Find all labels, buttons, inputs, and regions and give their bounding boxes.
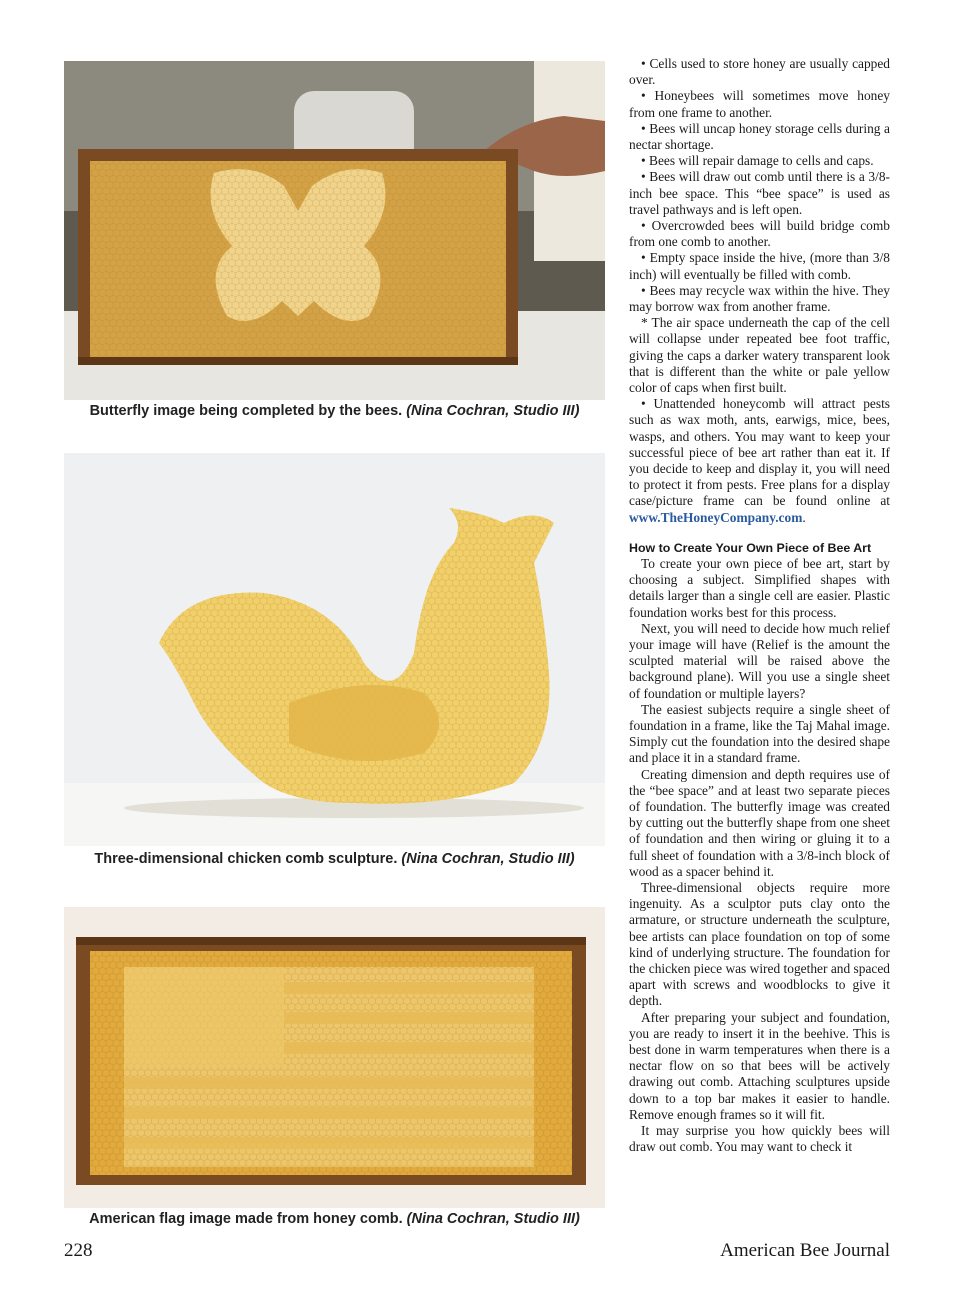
flag-caption xyxy=(64,1211,605,1227)
bullet-item: • Bees may recycle wax within the hive. They may borrow wax from another frame. xyxy=(629,282,890,315)
bullet-item: • Bees will draw out comb until there is a 3/8-inch bee space. This “bee space” is used as travel pathways and is left open. xyxy=(629,169,890,217)
flag-comb-photo xyxy=(64,907,605,1208)
butterfly-caption xyxy=(64,403,605,419)
body-paragraph: After preparing your subject and foundation, you are ready to insert it in the beehive. This is best done in warm temperatures when there is a nectar flow on so that bees will be actively drawing out comb. Attaching sculptures upside down to a top bar makes it easier to handle. Remove enough frames so it will fit. xyxy=(629,1009,890,1122)
bullet-item: • Overcrowded bees will build bridge comb from one comb to another. xyxy=(629,218,890,250)
bullet-item: * The air space underneath the cap of the cell will collapse under repeated bee foot traffic, giving the caps a darker watery transparent look that is different than the white or pale yellow color of caps when first built. xyxy=(629,315,890,396)
bullet-item: • Honeybees will sometimes move honey from one frame to another. xyxy=(629,88,890,120)
bullet-item: • Bees will uncap honey storage cells during a nectar shortage. xyxy=(629,120,890,153)
section-heading: How to Create Your Own Piece of Bee Art xyxy=(629,540,872,555)
honey-company-link[interactable]: www.TheHoneyCompany.com xyxy=(629,509,803,525)
photo-credit: (Nina Cochran, Studio III) xyxy=(401,851,575,867)
caption-text: Butterfly image being completed by the bees. xyxy=(89,403,403,419)
caption-text: Three-dimensional chicken comb sculpture. xyxy=(94,851,398,867)
chicken-comb-photo xyxy=(64,453,605,846)
pest-paragraph xyxy=(629,396,890,526)
body-paragraph: It may surprise you how quickly bees will draw out comb. You may want to check it xyxy=(629,1123,890,1155)
bullet-item: • Bees will repair damage to cells and caps. xyxy=(641,153,874,169)
bullet-item: • Empty space inside the hive, (more than 3/8 inch) will eventually be filled with comb. xyxy=(629,250,890,282)
photo-credit: (Nina Cochran, Studio III) xyxy=(406,1211,580,1227)
photo-credit: (Nina Cochran, Studio III) xyxy=(406,403,580,419)
body-paragraph: The easiest subjects require a single sheet of foundation in a frame, like the Taj Mahal image. Simply cut the foundation into the desired shape and place it in a standard frame. xyxy=(629,701,890,766)
journal-name: American Bee Journal xyxy=(720,1240,890,1261)
bullet-item: • Cells used to store honey are usually capped over. xyxy=(629,56,890,88)
caption-text: American flag image made from honey comb. xyxy=(89,1211,403,1227)
page-number: 228 xyxy=(64,1240,93,1261)
chicken-caption xyxy=(64,851,605,867)
pest-text: • Unattended honeycomb will attract pests such as wax moth, ants, earwigs, mice, bees, wasps, and others. You may want to keep your successful piece of bee art rather than eat it. If you decide to keep and display it, you will need to protect it from pests. Free plans for a display case/picture frame can be found online at xyxy=(629,396,890,509)
body-paragraph: Next, you will need to decide how much relief your image will have (Relief is the amount the sculpted material will be raised above the background plane). Will you use a single sheet of foundation or multiple layers? xyxy=(629,620,890,701)
body-paragraph: Three-dimensional objects require more ingenuity. As a sculptor puts clay onto the armature, or structure underneath the sculpture, bee artists can place foundation on top of some kind of underlying structure. The foundation for the chicken piece was wired together and spaced apart with screws and woodblocks to give it depth. xyxy=(629,879,890,1009)
body-paragraph: Creating dimension and depth requires use of the “bee space” and at least two separate pieces of foundation. The butterfly image was created by cutting out the butterfly shape from one sheet of foundation and then wiring or gluing it to a full sheet of foundation with a 3/8-inch block of wood as a spacer behind it. xyxy=(629,766,890,879)
link-period: . xyxy=(802,509,806,525)
butterfly-comb-photo xyxy=(64,61,605,400)
article-text-column xyxy=(629,56,890,1155)
body-paragraph: To create your own piece of bee art, start by choosing a subject. Simplified shapes with details larger than a single cell are easier. Plastic foundation works best for this process. xyxy=(629,555,890,620)
